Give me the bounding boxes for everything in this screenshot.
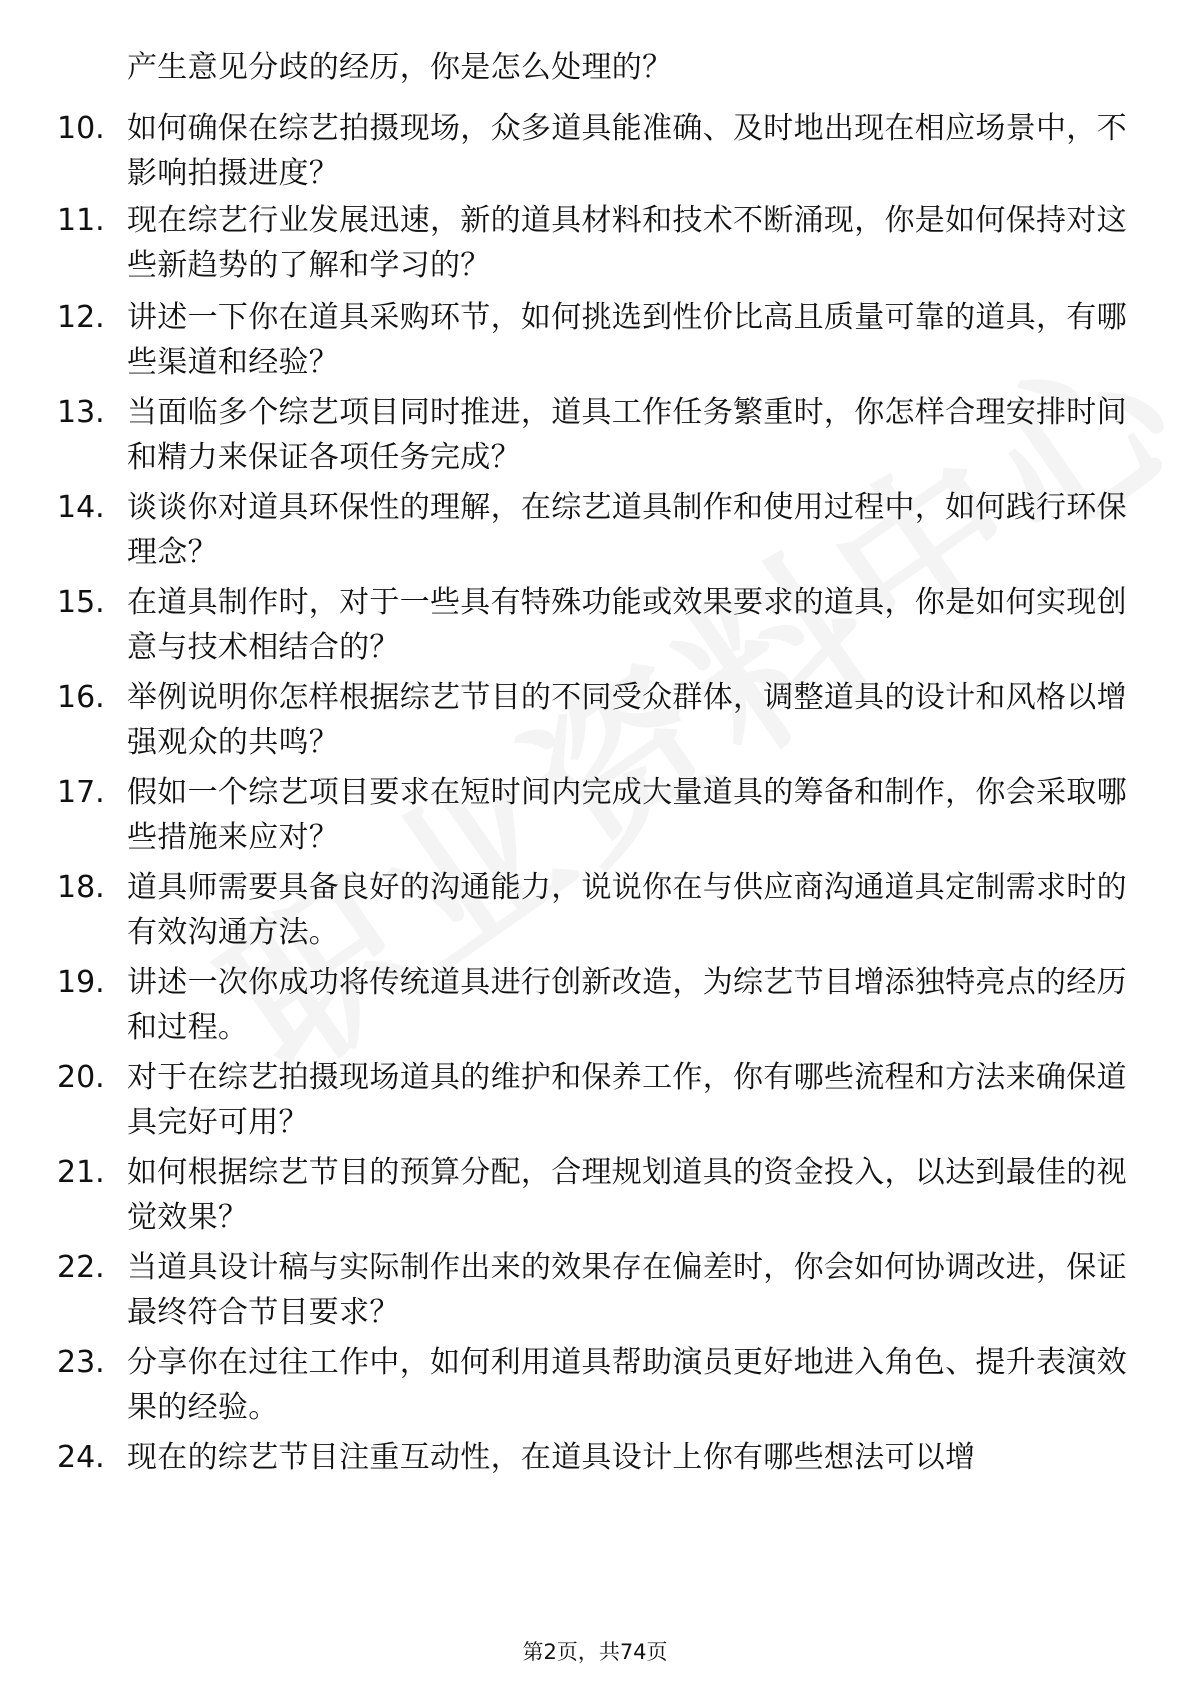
- question-text: 当道具设计稿与实际制作出来的效果存在偏差时，你会如何协调改进，保证最终符合节目要求？: [127, 1250, 1127, 1330]
- question-text: 现在综艺行业发展迅速，新的道具材料和技术不断涌现，你是如何保持对这些新趋势的了解和学习的？: [127, 203, 1127, 283]
- question-text: 对于在综艺拍摄现场道具的维护和保养工作，你有哪些流程和方法来确保道具完好可用？: [127, 1060, 1127, 1140]
- page-footer: 第2页，共74页: [522, 1640, 668, 1664]
- question-text: 谈谈你对道具环保性的理解，在综艺道具制作和使用过程中，如何践行环保理念？: [127, 490, 1127, 570]
- question-number: 17.: [57, 775, 105, 810]
- question-item: [57, 106, 1137, 196]
- question-number: 15.: [57, 585, 105, 620]
- question-text: 假如一个综艺项目要求在短时间内完成大量道具的筹备和制作，你会采取哪些措施来应对？: [127, 775, 1127, 855]
- question-number: 14.: [57, 490, 105, 525]
- question-number: 23.: [57, 1345, 105, 1380]
- question-item: [57, 1245, 1137, 1335]
- question-text: 道具师需要具备良好的沟通能力，说说你在与供应商沟通道具定制需求时的有效沟通方法。: [127, 870, 1127, 950]
- question-number: 16.: [57, 680, 105, 715]
- question-text: 当面临多个综艺项目同时推进，道具工作任务繁重时，你怎样合理安排时间和精力来保证各项任务完成？: [127, 395, 1127, 475]
- question-item: [57, 675, 1137, 765]
- question-number: 12.: [57, 300, 105, 335]
- question-number: 11.: [57, 203, 105, 238]
- question-text: 现在的综艺节目注重互动性，在道具设计上你有哪些想法可以增: [127, 1440, 976, 1475]
- question-text: 如何根据综艺节目的预算分配，合理规划道具的资金投入，以达到最佳的视觉效果？: [127, 1155, 1127, 1235]
- question-item: [57, 198, 1137, 288]
- question-item: [57, 485, 1137, 575]
- question-text: 举例说明你怎样根据综艺节目的不同受众群体，调整道具的设计和风格以增强观众的共鸣？: [127, 680, 1127, 760]
- question-number: 24.: [57, 1440, 105, 1475]
- question-text: 在道具制作时，对于一些具有特殊功能或效果要求的道具，你是如何实现创意与技术相结合的？: [127, 585, 1127, 665]
- question-text: 如何确保在综艺拍摄现场，众多道具能准确、及时地出现在相应场景中，不影响拍摄进度？: [127, 111, 1127, 191]
- question-number: 22.: [57, 1250, 105, 1285]
- question-item: [57, 390, 1137, 480]
- question-number: 18.: [57, 870, 105, 905]
- question-text: 讲述一次你成功将传统道具进行创新改造，为综艺节目增添独特亮点的经历和过程。: [127, 965, 1127, 1045]
- question-number: 21.: [57, 1155, 105, 1190]
- question-item: [57, 295, 1137, 385]
- continuation-text: 产生意见分歧的经历，你是怎么处理的？: [127, 50, 673, 85]
- question-item: [57, 1055, 1137, 1145]
- question-number: 19.: [57, 965, 105, 1000]
- question-text: 讲述一下你在道具采购环节，如何挑选到性价比高且质量可靠的道具，有哪些渠道和经验？: [127, 300, 1127, 380]
- question-item: [57, 865, 1137, 955]
- question-item: [57, 580, 1137, 670]
- question-text: 分享你在过往工作中，如何利用道具帮助演员更好地进入角色、提升表演效果的经验。: [127, 1345, 1127, 1425]
- question-number: 10.: [57, 111, 105, 146]
- question-item: [57, 960, 1137, 1050]
- question-item: [57, 1340, 1137, 1430]
- question-number: 13.: [57, 395, 105, 430]
- question-number: 20.: [57, 1060, 105, 1095]
- question-item: [57, 1435, 1137, 1480]
- question-item: [57, 770, 1137, 860]
- question-item: [57, 1150, 1137, 1240]
